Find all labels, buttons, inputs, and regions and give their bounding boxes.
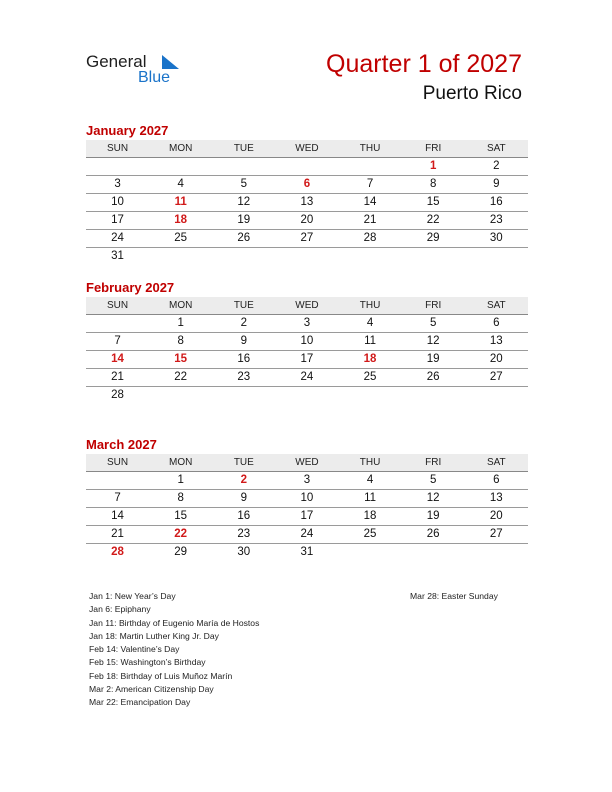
day-cell — [149, 248, 212, 265]
week-row — [86, 387, 528, 404]
day-cell: 18 — [363, 510, 377, 522]
weekday-header: SUN — [107, 457, 129, 468]
week-row — [86, 351, 528, 369]
day-cell: 12 — [426, 335, 440, 347]
day-cell — [275, 387, 338, 404]
day-cell: 30 — [489, 232, 503, 244]
week-row — [86, 508, 528, 526]
day-cell: 5 — [429, 474, 437, 486]
day-cell: 6 — [303, 178, 311, 190]
holiday-item: Feb 15: Washington’s Birthday — [89, 657, 206, 668]
day-cell: 28 — [363, 232, 377, 244]
day-cell — [86, 158, 149, 175]
day-cell: 22 — [174, 371, 188, 383]
page-title: Quarter 1 of 2027 — [326, 50, 522, 78]
day-cell — [402, 387, 465, 404]
week-row — [86, 212, 528, 230]
day-cell: 22 — [426, 214, 440, 226]
day-cell: 25 — [363, 528, 377, 540]
day-cell: 20 — [489, 353, 503, 365]
weekday-header: MON — [169, 143, 193, 154]
day-cell: 3 — [114, 178, 121, 190]
day-cell: 9 — [493, 178, 500, 190]
logo-general-text: General — [86, 52, 147, 71]
day-cell: 28 — [111, 546, 124, 558]
day-cell: 28 — [111, 389, 124, 401]
day-cell — [339, 248, 402, 265]
day-cell: 25 — [363, 371, 377, 383]
day-cell: 14 — [363, 196, 377, 208]
day-cell — [149, 158, 212, 175]
month-january — [86, 122, 528, 265]
day-cell: 25 — [174, 232, 188, 244]
day-cell: 2 — [493, 160, 500, 172]
weekday-header: WED — [295, 300, 319, 311]
day-cell: 6 — [493, 317, 500, 329]
week-row — [86, 490, 528, 508]
day-cell — [86, 315, 149, 332]
weekday-header-row — [86, 140, 528, 158]
day-cell — [402, 544, 465, 561]
weekday-header: FRI — [425, 300, 442, 311]
day-cell: 17 — [111, 214, 124, 226]
day-cell — [86, 472, 149, 489]
weekday-header: THU — [359, 300, 381, 311]
day-cell: 3 — [303, 474, 311, 486]
week-row — [86, 158, 528, 176]
weekday-header: TUE — [233, 143, 254, 154]
week-row — [86, 230, 528, 248]
day-cell: 2 — [240, 317, 248, 329]
day-cell: 16 — [237, 510, 251, 522]
holiday-item: Mar 28: Easter Sunday — [410, 591, 498, 601]
day-cell: 19 — [237, 214, 251, 226]
day-cell: 23 — [489, 214, 503, 226]
day-cell: 24 — [300, 371, 314, 383]
day-cell — [212, 158, 275, 175]
holiday-item: Jan 6: Epiphany — [89, 604, 151, 615]
day-cell: 14 — [111, 353, 124, 365]
day-cell: 7 — [366, 178, 374, 190]
day-cell: 27 — [489, 371, 503, 383]
holiday-item: Jan 1: New Year’s Day — [89, 591, 176, 601]
month-name: January 2027 — [86, 123, 169, 138]
day-cell: 15 — [174, 510, 188, 522]
day-cell: 12 — [426, 492, 440, 504]
day-cell: 26 — [426, 528, 440, 540]
day-cell: 19 — [426, 510, 440, 522]
day-cell: 4 — [366, 474, 374, 486]
logo-triangle-icon — [160, 54, 180, 70]
day-cell: 15 — [174, 353, 188, 365]
country-name: Puerto Rico — [422, 83, 522, 104]
day-cell: 20 — [489, 510, 503, 522]
day-cell: 27 — [300, 232, 314, 244]
day-cell: 17 — [300, 510, 314, 522]
day-cell: 1 — [177, 474, 184, 486]
weekday-header: THU — [359, 457, 381, 468]
day-cell: 2 — [240, 474, 248, 486]
holiday-list-right — [410, 590, 498, 603]
month-february — [86, 279, 528, 404]
day-cell: 4 — [177, 178, 184, 190]
day-cell: 20 — [300, 214, 314, 226]
day-cell: 1 — [429, 160, 437, 172]
weekday-header: THU — [359, 143, 381, 154]
day-cell — [275, 158, 338, 175]
week-row — [86, 333, 528, 351]
day-cell: 21 — [111, 528, 124, 540]
day-cell: 11 — [364, 335, 377, 347]
day-cell: 26 — [237, 232, 251, 244]
day-cell: 10 — [300, 335, 314, 347]
week-row — [86, 369, 528, 387]
weekday-header: WED — [295, 457, 319, 468]
month-march — [86, 436, 528, 561]
day-cell: 7 — [114, 335, 121, 347]
day-cell — [275, 248, 338, 265]
day-cell: 16 — [237, 353, 251, 365]
weekday-header: SAT — [486, 457, 506, 468]
day-cell: 11 — [364, 492, 377, 504]
day-cell: 17 — [300, 353, 314, 365]
weekday-header-row — [86, 454, 528, 472]
day-cell — [465, 248, 528, 265]
week-row — [86, 472, 528, 490]
day-cell: 13 — [489, 492, 503, 504]
weekday-header: WED — [295, 143, 319, 154]
day-cell: 9 — [240, 335, 248, 347]
day-cell: 12 — [237, 196, 251, 208]
day-cell — [212, 387, 275, 404]
month-name: February 2027 — [86, 280, 175, 295]
day-cell — [212, 248, 275, 265]
day-cell: 30 — [237, 546, 251, 558]
holiday-item: Feb 18: Birthday of Luis Muñoz Marín — [89, 670, 233, 681]
weekday-header: SAT — [486, 300, 506, 311]
holiday-item: Feb 14: Valentine’s Day — [89, 644, 180, 655]
day-cell — [339, 387, 402, 404]
day-cell: 29 — [426, 232, 440, 244]
logo-blue-text: Blue — [138, 69, 171, 86]
day-cell — [465, 544, 528, 561]
day-cell: 31 — [111, 250, 124, 262]
day-cell: 23 — [237, 528, 251, 540]
day-cell: 16 — [489, 196, 503, 208]
day-cell: 4 — [366, 317, 374, 329]
day-cell — [402, 248, 465, 265]
day-cell: 11 — [174, 196, 187, 208]
day-cell: 23 — [237, 371, 251, 383]
weekday-header: SUN — [107, 143, 129, 154]
day-cell: 6 — [493, 474, 500, 486]
weekday-header: FRI — [425, 457, 442, 468]
holiday-item: Jan 18: Martin Luther King Jr. Day — [89, 630, 219, 641]
day-cell: 5 — [240, 178, 248, 190]
holiday-list-left — [89, 590, 259, 710]
day-cell: 22 — [174, 528, 188, 540]
day-cell: 14 — [111, 510, 124, 522]
weekday-header-row — [86, 297, 528, 315]
day-cell: 21 — [111, 371, 124, 383]
day-cell: 27 — [489, 528, 503, 540]
weekday-header: SAT — [486, 143, 506, 154]
weekday-header: MON — [169, 300, 193, 311]
day-cell: 24 — [300, 528, 314, 540]
day-cell — [149, 387, 212, 404]
weekday-header: FRI — [425, 143, 442, 154]
weekday-header: MON — [169, 457, 193, 468]
week-row — [86, 176, 528, 194]
holiday-item: Jan 11: Birthday of Eugenio María de Hostos — [89, 617, 260, 628]
weekday-header: TUE — [233, 300, 254, 311]
week-row — [86, 194, 528, 212]
day-cell: 10 — [300, 492, 314, 504]
day-cell: 13 — [300, 196, 314, 208]
day-cell: 18 — [363, 353, 377, 365]
week-row — [86, 544, 528, 561]
day-cell: 1 — [177, 317, 184, 329]
day-cell: 13 — [489, 335, 503, 347]
day-cell: 7 — [114, 492, 121, 504]
weekday-header: SUN — [107, 300, 129, 311]
weekday-header: TUE — [233, 457, 254, 468]
day-cell: 18 — [174, 214, 188, 226]
day-cell: 10 — [111, 196, 124, 208]
day-cell: 19 — [426, 353, 440, 365]
day-cell: 29 — [174, 546, 188, 558]
holiday-item: Mar 2: American Citizenship Day — [89, 684, 214, 695]
day-cell: 26 — [426, 371, 440, 383]
week-row — [86, 248, 528, 265]
day-cell: 15 — [426, 196, 440, 208]
day-cell — [465, 387, 528, 404]
day-cell: 9 — [240, 492, 248, 504]
day-cell: 3 — [303, 317, 311, 329]
day-cell — [339, 544, 402, 561]
week-row — [86, 315, 528, 333]
month-name: March 2027 — [86, 437, 157, 452]
day-cell — [339, 158, 402, 175]
day-cell: 5 — [429, 317, 437, 329]
day-cell: 8 — [177, 335, 184, 347]
logo — [86, 52, 196, 92]
day-cell: 8 — [177, 492, 184, 504]
day-cell: 21 — [363, 214, 377, 226]
week-row — [86, 526, 528, 544]
day-cell: 24 — [111, 232, 124, 244]
holiday-item: Mar 22: Emancipation Day — [89, 697, 191, 708]
day-cell: 31 — [300, 546, 314, 558]
day-cell: 8 — [429, 178, 437, 190]
